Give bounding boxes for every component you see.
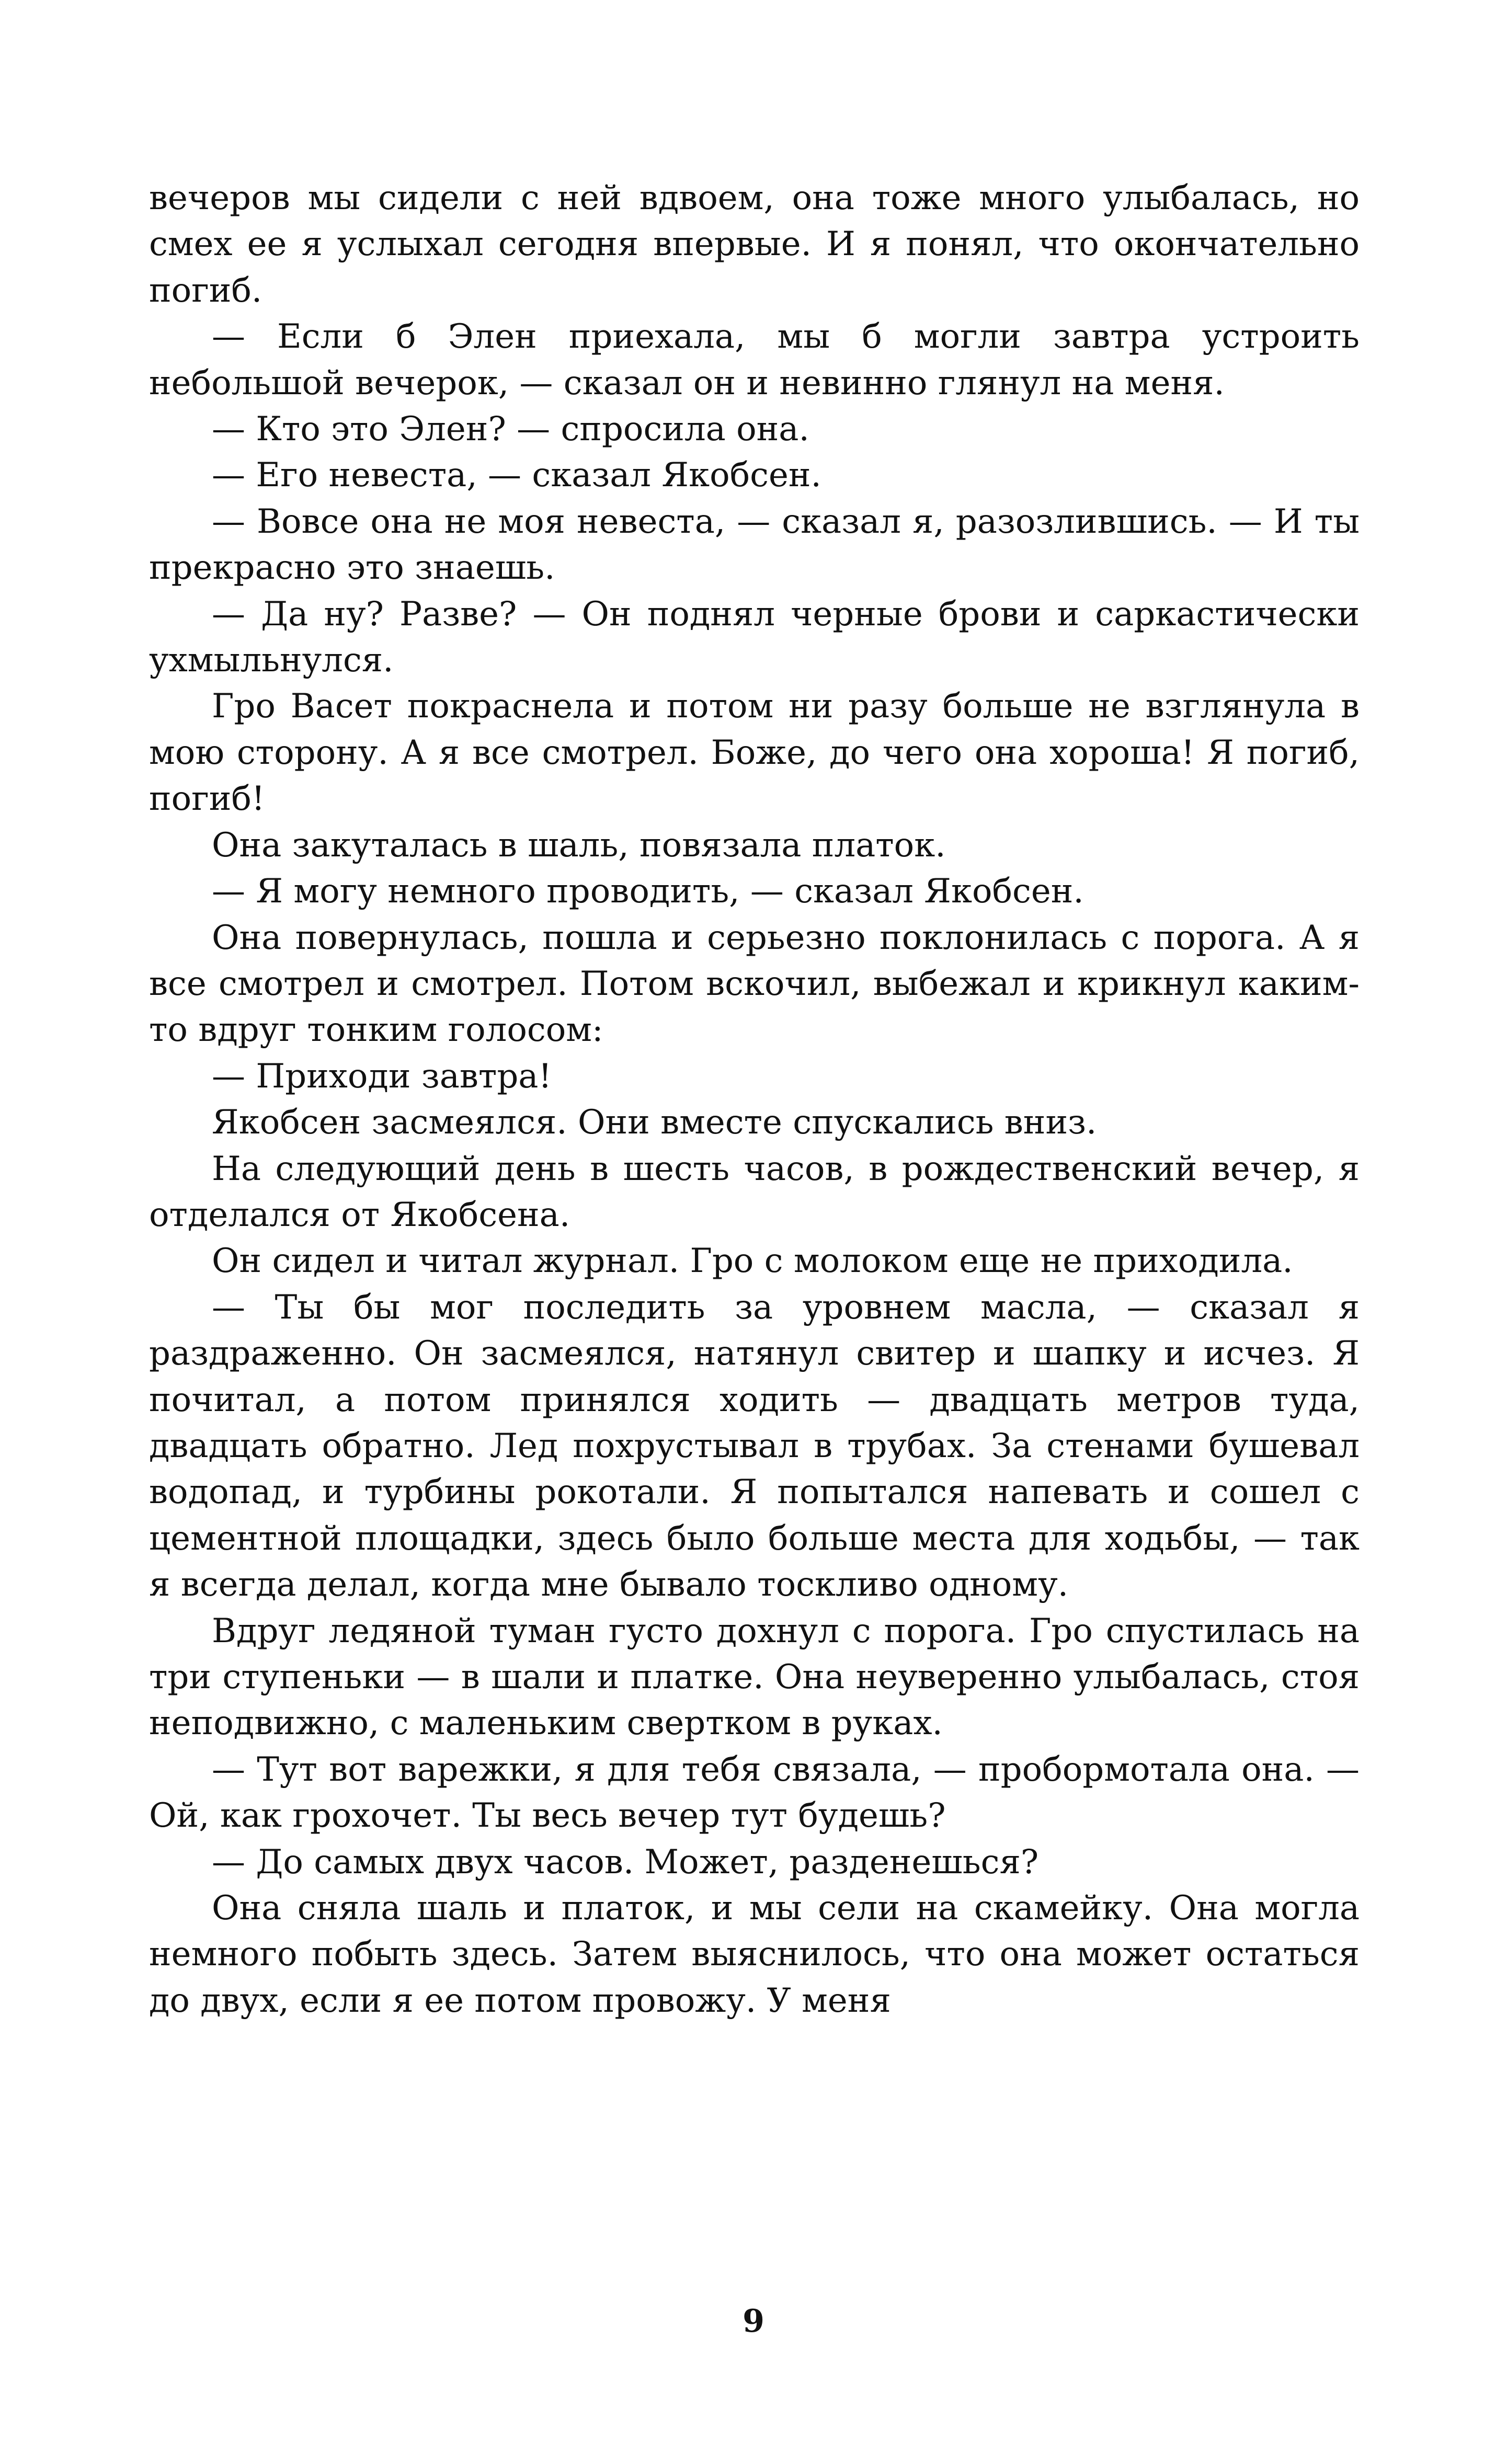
body-text bbox=[149, 175, 1360, 2024]
paragraph: — До самых двух часов. Может, разденешься? bbox=[212, 1842, 1039, 1882]
paragraph: Она сняла шаль и платок, и мы сели на скамейку. Она могла немного побыть здесь. Затем выяснилось, что она может остаться до двух, если я ее потом провожу. У меня bbox=[149, 1889, 1360, 2020]
paragraph: — Его невеста, — сказал Якобсен. bbox=[212, 456, 821, 495]
paragraph: Она повернулась, пошла и серьезно поклонилась с порога. А я все смотрел и смотрел. Потом вскочил, выбежал и крикнул каким-то вдруг тонким голосом: bbox=[149, 918, 1360, 1050]
paragraph: На следующий день в шесть часов, в рождественский вечер, я отделался от Якобсена. bbox=[149, 1149, 1360, 1234]
paragraph: вечеров мы сидели с ней вдвоем, она тоже много улыбалась, но смех ее я услыхал сегодня впервые. И я понял, что окончательно погиб. bbox=[149, 179, 1360, 310]
paragraph: — Тут вот варежки, я для тебя связала, — пробормотала она. — Ой, как грохочет. Ты весь вечер тут будешь? bbox=[149, 1750, 1360, 1836]
paragraph: — Я могу немного проводить, — сказал Якобсен. bbox=[212, 872, 1084, 911]
paragraph: Он сидел и читал журнал. Гро с молоком еще не приходила. bbox=[212, 1242, 1293, 1281]
paragraph: — Кто это Элен? — спросила она. bbox=[212, 410, 809, 449]
paragraph: — Да ну? Разве? — Он поднял черные брови и саркастически ухмыльнулся. bbox=[149, 594, 1360, 680]
paragraph: Она закуталась в шаль, повязала платок. bbox=[212, 826, 946, 865]
paragraph: Вдруг ледяной туман густо дохнул с порога. Гро спустилась на три ступеньки — в шали и платке. Она неуверенно улыбалась, стоя неподвижно, с маленьким свертком в руках. bbox=[149, 1611, 1360, 1743]
paragraph: Якобсен засмеялся. Они вместе спускались вниз. bbox=[212, 1103, 1097, 1142]
page-number: 9 bbox=[743, 2303, 764, 2340]
paragraph: Гро Васет покраснела и потом ни разу больше не взглянула в мою сторону. А я все смотрел. Боже, до чего она хороша! Я погиб, погиб! bbox=[149, 687, 1360, 819]
paragraph: — Приходи завтра! bbox=[212, 1057, 552, 1096]
paragraph: — Вовсе она не моя невеста, — сказал я, разозлившись. — И ты прекрасно это знаешь. bbox=[149, 502, 1360, 588]
paragraph: — Если б Элен приехала, мы б могли завтра устроить небольшой вечерок, — сказал он и невинно глянул на меня. bbox=[149, 317, 1360, 403]
paragraph: — Ты бы мог последить за уровнем масла, — сказал я раздраженно. Он засмеялся, натянул свитер и шапку и исчез. Я почитал, а потом принялся ходить — двадцать метров туда, двадцать обратно. Лед похрустывал в трубах. За стенами бушевал водопад, и турбины рокотали. Я попытался напевать и сошел с цементной площадки, здесь было больше места для ходьбы, — так я всегда делал, когда мне бывало тоскливо одному. bbox=[149, 1288, 1360, 1605]
